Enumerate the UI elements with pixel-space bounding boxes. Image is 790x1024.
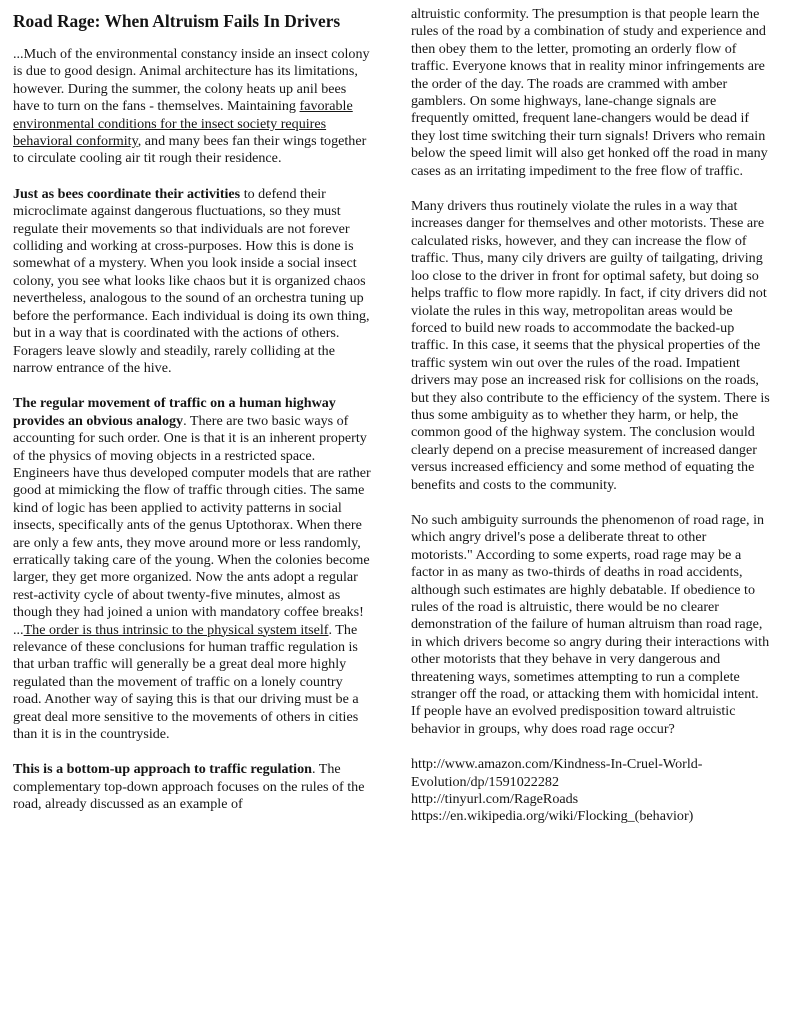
paragraph-altruistic-conformity: altruistic conformity. The presumption is that people learn the rules of the road by a combination of study and experience and then obey them to the letter, promoting an orderly flow of traffic. Everyone knows that in reality minor infringements are the order of the day. The roads are crammed with amber gamblers. On some highways, lane-change signals are frequently omitted, frequent lane-changers would be dead if they lost time switching their turn signals! Drivers who remain below the speed limit will also get honked off the road in many cases as an irritating impediment to the free flow of traffic. bbox=[411, 6, 768, 179]
paragraph-bees-coordinate bbox=[13, 186, 371, 377]
paragraph-traffic-analogy bbox=[13, 395, 371, 743]
left-column bbox=[13, 6, 371, 832]
paragraph-text: . There are two basic ways of accounting for such order. One is that it is an inherent property of the physics of moving objects in a restricted space. Engineers have thus developed computer models that are rather good at mimicking the flow of traffic through cities. The same kind of logic has been applied to activity patterns in social insects, specifically ants of the genus Uptothorax. When there are only a few ants, they move around more or less randomly, erratically taking care of the young. When the colonies become larger, they get more organized. Now the ants adopt a regular rest-activity cycle of about twenty-five minutes, almost as though they had joined a union with mandatory coffee breaks! ... bbox=[13, 412, 371, 638]
link-tinyurl[interactable]: http://tinyurl.com/RageRoads bbox=[411, 791, 579, 808]
paragraph-text: . The relevance of these conclusions for human traffic regulation is that urban traffic will generally be a great deal more highly regulated than the movement of traffic on a lonely country road. Another way of saying this is that our driving must be a great deal more sensitive to the movements of others in cities than it is in the countryside. bbox=[13, 621, 359, 743]
reference-links bbox=[411, 756, 771, 826]
bold-lead: The regular movement of traffic on a human highway provides an obvious analogy bbox=[13, 395, 336, 429]
paragraph-text: ...Much of the environmental constancy inside an insect colony is due to good design. Animal architecture has its limitations, however. During the summer, the colony heats up anil bees have to turn on the fans - themselves. Maintaining bbox=[13, 46, 370, 115]
underlined-phrase: The order is thus intrinsic to the physical system itself bbox=[23, 621, 329, 638]
paragraph-road-rage: No such ambiguity surrounds the phenomenon of road rage, in which angry drivel's pose a deliberate threat to other motorists." According to some experts, road rage may be a factor in as many as two-thirds of deaths in road accidents, although such estimates are highly debatable. If obedience to rules of the road is altruistic, there would be no clearer demonstration of the failure of human altruism than road rage, in which drivers become so angry during their interactions with other motorists that they behave in very dangerous and threatening ways, sometimes attempting to run a complete stranger off the road, or attacking them with homicidal intent. If people have an evolved predisposition toward altruistic behavior in groups, why does road rage occur? bbox=[411, 511, 770, 737]
article-title: Road Rage: When Altruism Fails In Drivers bbox=[13, 11, 341, 31]
bold-lead: Just as bees coordinate their activities bbox=[13, 185, 241, 202]
paragraph-calculated-risks: Many drivers thus routinely violate the rules in a way that increases danger for themselves and other motorists. These are calculated risks, however, and they can increase the flow of traffic. Thus, many cily drivers are guilty of tailgating, driving loo close to the driver in front for optimal safety, but doing so helps traffic to flow more rapidly. In fact, if city drivers did not violate the rules in this way, metropolitan areas would be forced to build new roads to accommodate the backed-up traffic. In this case, it seems that the physical properties of the traffic system win out over the rules of the road. Impatient drivers may pose an increased risk for collisions on the roads, but they also contribute to the efficiency of the system. There is thus some ambiguity as to whether they harm, or help, the common good of the highway system. The conclusion would clearly depend on a precise measurement of increased danger versus increased efficiency and some method of equating the benefits and costs to the community. bbox=[411, 198, 770, 493]
link-amazon[interactable]: http://www.amazon.com/Kindness-In-Cruel-World-Evolution/dp/1591022282 bbox=[411, 756, 703, 790]
paragraph-bees-architecture bbox=[13, 46, 371, 168]
paragraph-text: . The complementary top-down approach focuses on the rules of the road, already discussed as an example of bbox=[13, 761, 365, 813]
bold-lead: This is a bottom-up approach to traffic regulation bbox=[13, 761, 312, 778]
paragraph-bottom-up bbox=[13, 761, 371, 813]
right-column bbox=[411, 6, 771, 826]
paragraph-text: to defend their microclimate against dangerous fluctuations, so they must regulate their movements so that individuals are not forever colliding and working at cross-purposes. How this is done is somewhat of a mystery. When you look inside a social insect colony, you see what looks like chaos but it is organized chaos nevertheless, analogous to the sound of an orchestra tuning up before the performance. Each individual is doing its own thing, but in a way that is coordinated with the actions of others. Foragers leave slowly and steadily, rarely colliding at the narrow entrance of the hive. bbox=[13, 185, 370, 376]
paragraph-text: , and many bees fan their wings together to circulate cooling air tit rough their residence. bbox=[13, 133, 367, 167]
link-wikipedia[interactable]: https://en.wikipedia.org/wiki/Flocking_(behavior) bbox=[411, 808, 694, 825]
underlined-phrase: favorable environmental conditions for the insect society requires behavioral conformity bbox=[13, 98, 353, 150]
